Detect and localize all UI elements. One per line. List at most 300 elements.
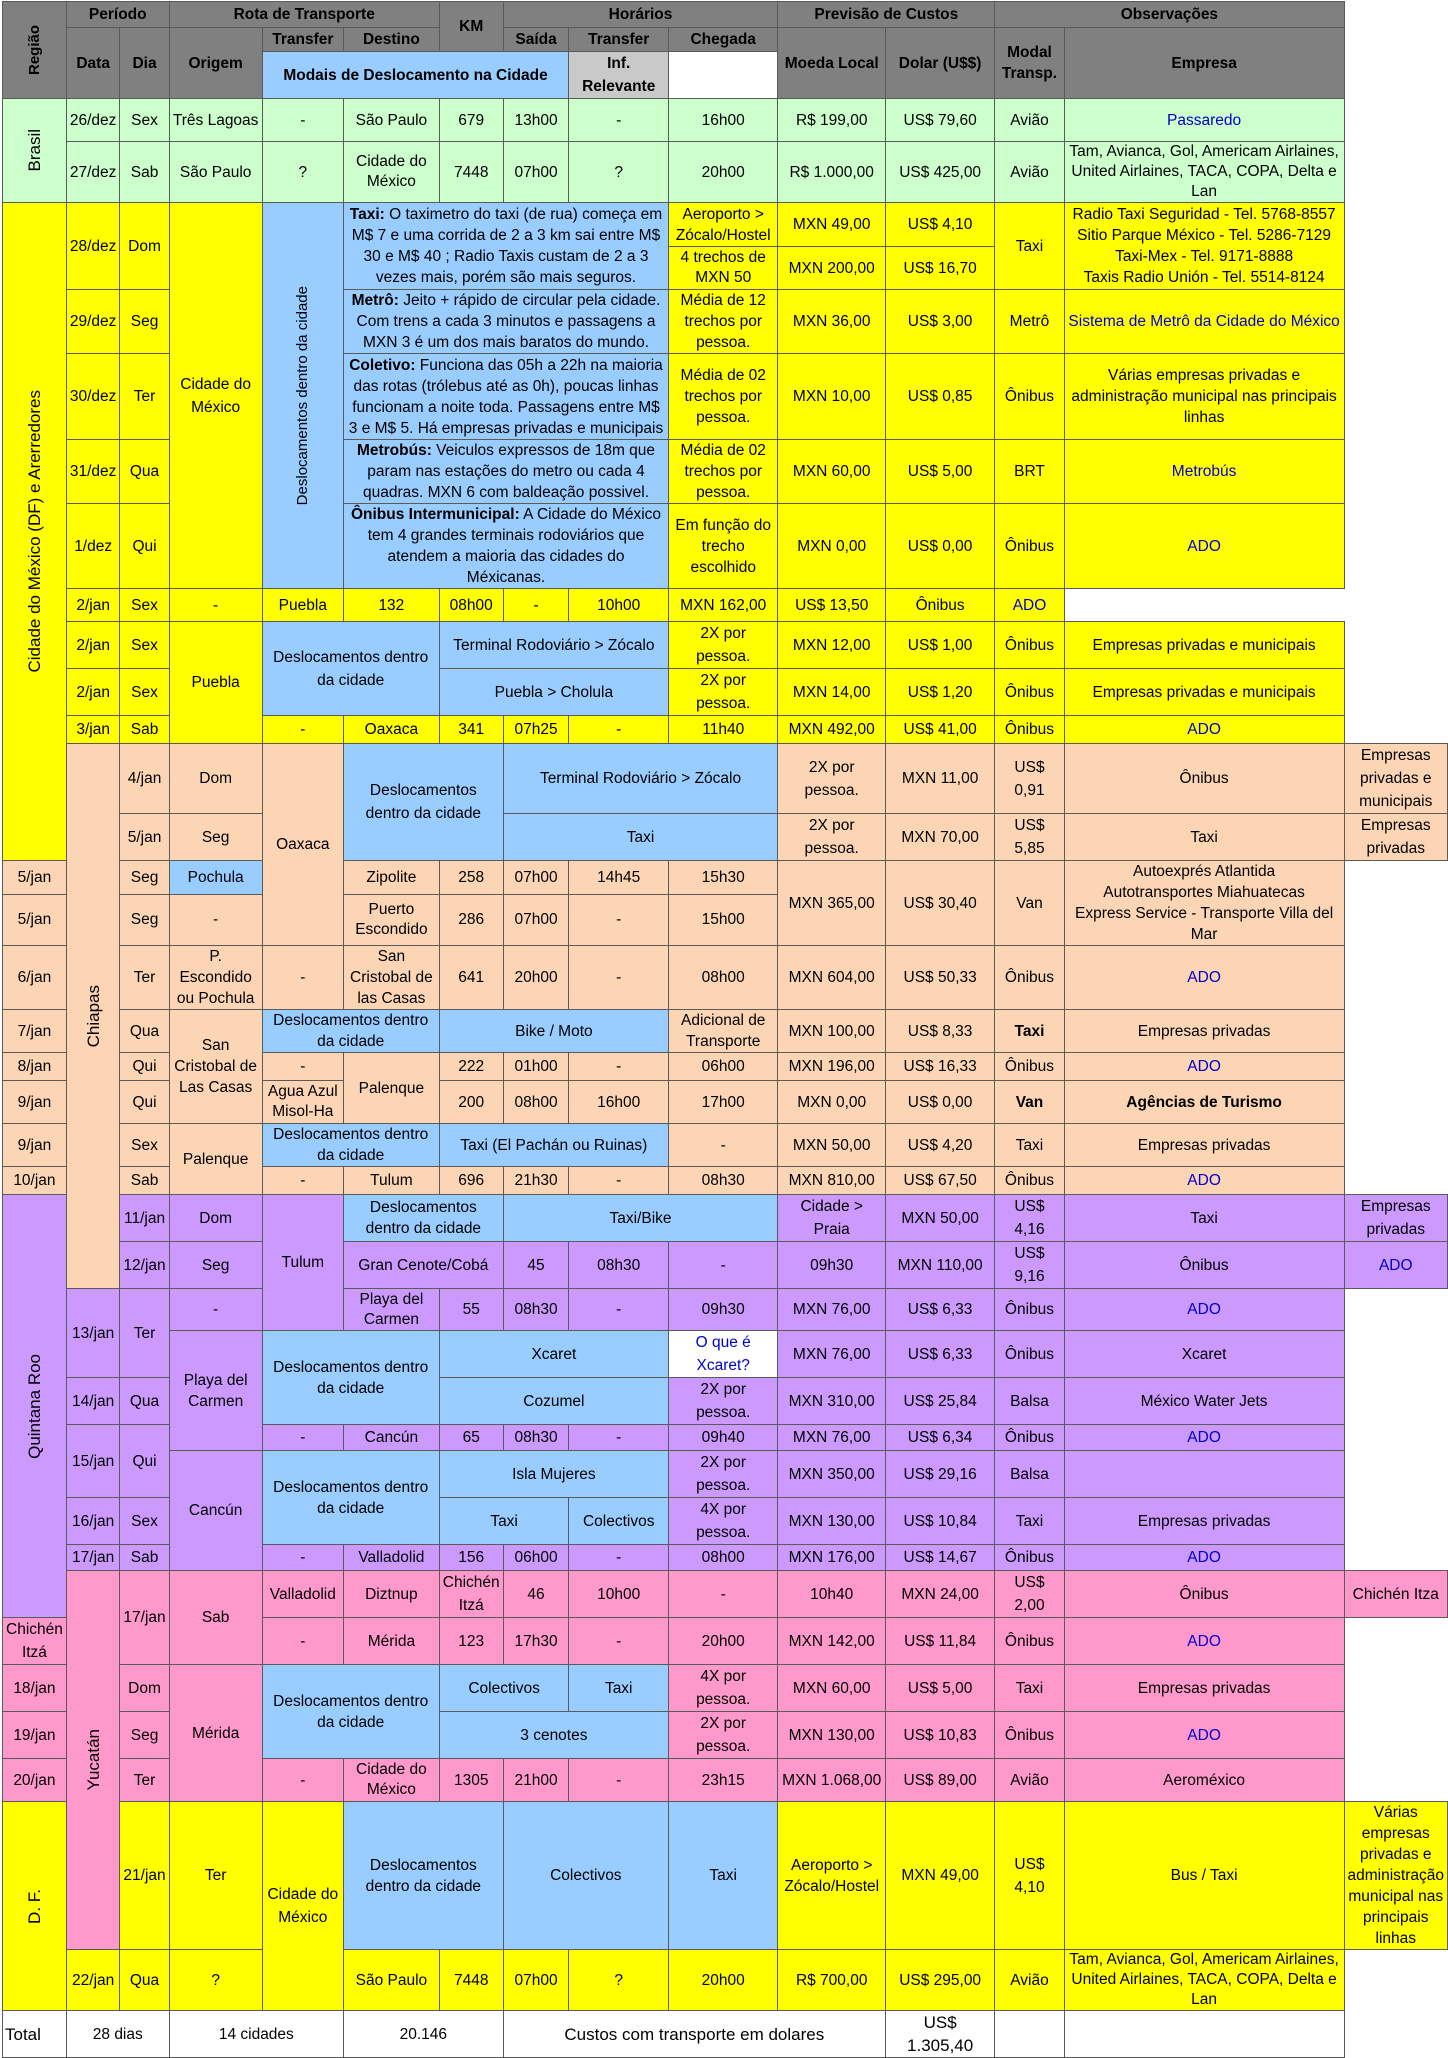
usd-cost-cell: US$ 0,00 [885, 504, 994, 589]
destination-cell: Playa del Carmen [344, 1289, 440, 1331]
header-periodo: Período [66, 2, 169, 28]
local-cost-cell: MXN 176,00 [778, 1545, 886, 1571]
km-cell: 341 [439, 716, 503, 744]
company-cell: Empresas privadas e municipais [1344, 744, 1448, 814]
day-cell: Qua [120, 1010, 169, 1053]
city-transport-label: Deslocamentos dentro da cidade [262, 1331, 439, 1425]
usd-cost-cell: US$ 8,33 [885, 1010, 994, 1053]
header-transfer: Transfer [262, 28, 343, 52]
local-cost-cell: MXN 0,00 [778, 1081, 886, 1124]
route-cell: Colectivos [569, 1498, 669, 1545]
usd-cost-cell: US$ 5,00 [885, 1665, 994, 1712]
company-link[interactable]: ADO [1064, 1167, 1344, 1195]
company-cell: Radio Taxi Seguridad - Tel. 5768-8557 Sitio Parque México - Tel. 5286-7129 Taxi-Mex - Tel. 9171-8888 Taxis Radio Unión - Tel. 5514-8124 [1064, 203, 1344, 290]
transfer-cell: - [262, 1167, 343, 1195]
date-cell: 28/dez [66, 203, 120, 290]
date-cell: 2/jan [66, 669, 120, 716]
modal-cell: Taxi [1064, 1195, 1344, 1242]
transfer-cell: - [262, 99, 343, 142]
modal-cell: Ônibus [995, 1167, 1064, 1195]
departure-cell: 08h00 [439, 589, 503, 622]
transfer-cell: ? [262, 142, 343, 203]
company-cell: Empresas privadas [1344, 1195, 1448, 1242]
km-cell: 641 [439, 946, 503, 1010]
local-cost-cell: MXN 604,00 [778, 946, 886, 1010]
km-cell: 679 [439, 99, 503, 142]
modal-cell: Taxi [995, 1665, 1064, 1712]
date-cell: 19/jan [3, 1712, 67, 1759]
day-cell: Dom [169, 744, 262, 814]
modal-cell: Avião [995, 1950, 1064, 2011]
km-cell: 222 [439, 1053, 503, 1081]
date-cell: 30/dez [66, 354, 120, 440]
relevant-info-cell: 4X por pessoa. [669, 1498, 778, 1545]
local-cost-cell: MXN 76,00 [778, 1289, 886, 1331]
date-cell: 31/dez [66, 440, 120, 504]
origin-cell: Tulum [262, 1195, 343, 1331]
modal-cell: Ônibus [995, 622, 1064, 669]
transfer-cell: - [262, 946, 343, 1010]
origin-cell: Valladolid [262, 1571, 343, 1618]
header-dolar: Dolar (U$$) [885, 28, 994, 99]
destination-cell: Chichén Itzá [439, 1571, 503, 1618]
date-cell: 3/jan [66, 716, 120, 744]
company-link[interactable]: ADO [1064, 946, 1344, 1010]
relevant-info-cell: 2X por pessoa. [778, 814, 886, 861]
company-cell: México Water Jets [1064, 1378, 1344, 1425]
total-km: 20.146 [344, 2011, 504, 2058]
header-regiao: Região [3, 2, 67, 99]
usd-cost-cell: US$ 67,50 [885, 1167, 994, 1195]
usd-cost-cell: US$ 16,70 [885, 247, 994, 290]
transfer-cell: Gran Cenote/Cobá [344, 1242, 504, 1289]
route-cell: Taxi [439, 1498, 569, 1545]
usd-cost-cell: US$ 4,16 [995, 1195, 1064, 1242]
departure-cell: 07h00 [503, 142, 569, 203]
departure-cell: 21h00 [503, 1759, 569, 1802]
origin-cell: Cidade do México [169, 203, 262, 589]
transfer-cell: - [169, 1289, 262, 1331]
day-cell: Qui [120, 1053, 169, 1081]
local-cost-cell: MXN 100,00 [778, 1010, 886, 1053]
arrival-cell: 20h00 [669, 1950, 778, 2011]
origin-cell: Puebla [169, 622, 262, 744]
date-cell: 2/jan [66, 589, 120, 622]
day-cell: Sex [120, 1124, 169, 1167]
modal-cell: Taxi [1064, 814, 1344, 861]
local-cost-cell: MXN 310,00 [778, 1378, 886, 1425]
region-df-return: D. F. [3, 1802, 67, 2011]
transfer-cell: Agua Azul Misol-Ha [262, 1081, 343, 1124]
modal-cell: Taxi [995, 1010, 1064, 1053]
total-empty-company [1064, 2011, 1344, 2058]
origin-cell: São Paulo [169, 142, 262, 203]
departure-cell: 08h30 [569, 1242, 669, 1289]
day-cell: Sex [120, 99, 169, 142]
origin-cell: Três Lagoas [169, 99, 262, 142]
relevant-info-cell: 2X por pessoa. [669, 1451, 778, 1498]
departure-cell: 08h00 [503, 1081, 569, 1124]
local-cost-cell: MXN 200,00 [778, 247, 886, 290]
transfer-time-cell: - [669, 1242, 778, 1289]
header-modal: Modal Transp. [995, 28, 1064, 99]
region-df: Cidade do México (DF) e Arerredores [3, 203, 67, 861]
day-cell: Sex [120, 669, 169, 716]
company-cell: Aeroméxico [1064, 1759, 1344, 1802]
route-cell: Xcaret [439, 1331, 668, 1378]
modal-cell: Ônibus [995, 1289, 1064, 1331]
transfer-time-cell: 16h00 [569, 1081, 669, 1124]
date-cell: 7/jan [3, 1010, 67, 1053]
city-transport-label: Deslocamentos dentro da cidade [262, 203, 343, 589]
usd-cost-cell: US$ 9,16 [995, 1242, 1064, 1289]
day-cell: Qui [120, 1425, 169, 1498]
modal-cell: Ônibus [995, 1331, 1064, 1378]
city-transport-label: Deslocamentos dentro da cidade [262, 1451, 439, 1545]
header-rota: Rota de Transporte [169, 2, 439, 28]
date-cell: 6/jan [3, 946, 67, 1010]
company-link[interactable]: ADO [1064, 1618, 1344, 1665]
region-brasil: Brasil [3, 99, 67, 203]
departure-cell: 20h00 [503, 946, 569, 1010]
day-cell: Seg [120, 1712, 169, 1759]
modal-cell: Metrô [995, 290, 1064, 354]
usd-cost-cell: US$ 13,50 [778, 589, 886, 622]
total-description: Custos com transporte em dolares [503, 2011, 885, 2058]
usd-cost-cell: US$ 4,20 [885, 1124, 994, 1167]
origin-cell: Palenque [169, 1124, 262, 1195]
day-cell: Seg [120, 861, 169, 895]
destination-cell: São Paulo [344, 99, 440, 142]
km-cell: 286 [439, 894, 503, 945]
km-cell: 65 [439, 1425, 503, 1451]
day-cell: Ter [120, 1289, 169, 1378]
route-cell: Taxi (El Pachán ou Ruinas) [439, 1124, 668, 1167]
modal-cell: Van [995, 1081, 1064, 1124]
usd-cost-cell: US$ 6,33 [885, 1289, 994, 1331]
destination-cell: Oaxaca [344, 716, 440, 744]
intermunicipal-info: Ônibus Intermunicipal: A Cidade do México tem 4 grandes terminais rodoviários que atendem a maioria das cidades do Méxicanas. [344, 504, 669, 589]
total-label: Total [3, 2011, 67, 2058]
coletivo-info: Coletivo: Funciona das 05h a 22h na maioria das rotas (trólebus até as 0h), poucas linhas funcionam a noite toda. Passagens entre M$ 3 e M$ 5. Há empresas privadas e municipais [344, 354, 669, 440]
day-cell: Sab [120, 1545, 169, 1571]
destination-cell: Puebla [262, 589, 343, 622]
km-cell: 1305 [439, 1759, 503, 1802]
local-cost-cell: MXN 24,00 [885, 1571, 994, 1618]
day-cell: Dom [120, 203, 169, 290]
day-cell: Sab [169, 1571, 262, 1665]
arrival-cell: 11h40 [669, 716, 778, 744]
transfer-cell: - [262, 1545, 343, 1571]
day-cell: Sab [120, 1167, 169, 1195]
usd-cost-cell: US$ 4,10 [885, 203, 994, 247]
departure-cell: 07h25 [503, 716, 569, 744]
transfer-time-cell: ? [569, 1950, 669, 2011]
relevant-info-cell: Média de 02 trechos por pessoa. [669, 354, 778, 440]
relevant-info-cell: 2X por pessoa. [669, 1378, 778, 1425]
xcaret-link[interactable]: O que é Xcaret? [669, 1331, 778, 1378]
route-cell: Puebla > Cholula [439, 669, 668, 716]
destination-cell: Puerto Escondido [344, 894, 440, 945]
header-inf-relevante: Inf. Relevante [569, 52, 669, 99]
day-cell: Ter [120, 354, 169, 440]
km-cell: 156 [439, 1545, 503, 1571]
local-cost-cell: MXN 142,00 [778, 1618, 886, 1665]
modal-cell: BRT [995, 440, 1064, 504]
total-days: 28 dias [66, 2011, 169, 2058]
day-cell: Seg [169, 1242, 262, 1289]
local-cost-cell: MXN 49,00 [885, 1802, 994, 1950]
arrival-cell: 08h00 [669, 946, 778, 1010]
transfer-time-cell: - [569, 946, 669, 1010]
km-cell: 132 [344, 589, 440, 622]
date-cell: 21/jan [120, 1802, 169, 1950]
day-cell: Sex [120, 1498, 169, 1545]
transfer-time-cell: - [569, 1545, 669, 1571]
company-cell: Empresas privadas [1064, 1010, 1344, 1053]
km-cell: 258 [439, 861, 503, 895]
company-link[interactable]: Passaredo [1064, 99, 1344, 142]
local-cost-cell: MXN 76,00 [778, 1331, 886, 1378]
departure-cell: 07h00 [503, 894, 569, 945]
relevant-info-cell: 4 trechos de MXN 50 [669, 247, 778, 290]
transfer-time-cell: - [569, 1425, 669, 1451]
region-yucatan: Yucatán [66, 1571, 120, 1950]
usd-cost-cell: US$ 6,33 [885, 1331, 994, 1378]
transfer-time-cell: 14h45 [569, 861, 669, 895]
company-cell: Xcaret [1064, 1331, 1344, 1378]
company-link[interactable]: Metrobús [1064, 440, 1344, 504]
origin-cell: Cidade do México [262, 1802, 343, 2011]
arrival-cell: 10h00 [569, 589, 669, 622]
transfer-cell: - [169, 894, 262, 945]
usd-cost-cell: US$ 41,00 [885, 716, 994, 744]
header-horarios: Horários [503, 2, 778, 28]
transfer-time-cell: - [569, 1289, 669, 1331]
date-cell: 4/jan [120, 744, 169, 814]
usd-cost-cell: US$ 0,91 [995, 744, 1064, 814]
km-cell: 45 [503, 1242, 569, 1289]
modal-cell: Ônibus [995, 1425, 1064, 1451]
company-link[interactable]: ADO [1344, 1242, 1448, 1289]
modal-cell: Ônibus [1064, 744, 1344, 814]
relevant-info-cell: - [669, 1124, 778, 1167]
destination-cell: Tulum [344, 1167, 440, 1195]
destination-cell: Zipolite [344, 861, 440, 895]
local-cost-cell: MXN 130,00 [778, 1712, 886, 1759]
local-cost-cell: MXN 76,00 [778, 1425, 886, 1451]
transfer-cell: - [169, 589, 262, 622]
origin-cell: Oaxaca [262, 744, 343, 946]
km-cell: 46 [503, 1571, 569, 1618]
route-cell: Colectivos [503, 1802, 668, 1950]
date-cell: 16/jan [66, 1498, 120, 1545]
metrobus-info: Metrobús: Veiculos expressos de 18m que param nas estações do metro ou cada 4 quadras. MXN 6 com baldeação possivel. [344, 440, 669, 504]
local-cost-cell: MXN 365,00 [778, 861, 886, 946]
company-cell: Empresas privadas [1344, 814, 1448, 861]
origin-cell: P. Escondido ou Pochula [169, 946, 262, 1010]
local-cost-cell: MXN 130,00 [778, 1498, 886, 1545]
modal-cell: Bus / Taxi [1064, 1802, 1344, 1950]
arrival-cell: 06h00 [669, 1053, 778, 1081]
arrival-cell: 23h15 [669, 1759, 778, 1802]
transfer-cell: Pochula [169, 861, 262, 895]
company-cell: Autoexprés Atlantida Autotransportes Miahuatecas Express Service - Transporte Villa del Mar [1064, 861, 1344, 946]
date-cell: 22/jan [66, 1950, 120, 2011]
usd-cost-cell: US$ 25,84 [885, 1378, 994, 1425]
departure-cell: 07h00 [503, 861, 569, 895]
relevant-info-cell: 2X por pessoa. [669, 1712, 778, 1759]
day-cell: Ter [169, 1802, 262, 1950]
usd-cost-cell: US$ 50,33 [885, 946, 994, 1010]
company-link[interactable]: ADO [1064, 504, 1344, 589]
usd-cost-cell: US$ 29,16 [885, 1451, 994, 1498]
day-cell: Ter [120, 946, 169, 1010]
date-cell: 29/dez [66, 290, 120, 354]
local-cost-cell: MXN 196,00 [778, 1053, 886, 1081]
date-cell: 2/jan [66, 622, 120, 669]
departure-cell: 07h00 [503, 1950, 569, 2011]
header-chegada: Chegada [669, 28, 778, 52]
header-modais: Modais de Deslocamento na Cidade [262, 52, 569, 99]
modal-cell: Ônibus [995, 1545, 1064, 1571]
company-link[interactable]: Sistema de Metrô da Cidade do México [1064, 290, 1344, 354]
header-empresa: Empresa [1064, 28, 1344, 99]
date-cell: 17/jan [120, 1571, 169, 1665]
modal-cell: Taxi [995, 1498, 1064, 1545]
local-cost-cell: MXN 0,00 [778, 504, 886, 589]
relevant-info-cell: Média de 02 trechos por pessoa. [669, 440, 778, 504]
arrival-cell: 20h00 [669, 1618, 778, 1665]
date-cell: 1/dez [66, 504, 120, 589]
transfer-cell: - [262, 716, 343, 744]
total-usd: US$ 1.305,40 [885, 2011, 994, 2058]
modal-cell: Ônibus [995, 504, 1064, 589]
local-cost-cell: MXN 70,00 [885, 814, 994, 861]
usd-cost-cell: US$ 11,84 [885, 1618, 994, 1665]
destination-cell: Cidade do México [344, 142, 440, 203]
route-cell: Cozumel [439, 1378, 668, 1425]
local-cost-cell: MXN 810,00 [778, 1167, 886, 1195]
modal-cell: Avião [995, 99, 1064, 142]
transfer-time-cell: - [569, 1053, 669, 1081]
day-cell: Qua [120, 1378, 169, 1425]
departure-cell: 17h30 [503, 1618, 569, 1665]
transfer-time-cell: - [569, 1618, 669, 1665]
local-cost-cell: MXN 12,00 [778, 622, 886, 669]
departure-cell: 10h00 [569, 1571, 669, 1618]
local-cost-cell: R$ 199,00 [778, 99, 886, 142]
day-cell: Sex [120, 622, 169, 669]
departure-cell: 01h00 [503, 1053, 569, 1081]
date-cell: 18/jan [3, 1665, 67, 1712]
company-link[interactable]: ADO [995, 589, 1064, 622]
transfer-time-cell: - [569, 1167, 669, 1195]
date-cell: 10/jan [3, 1167, 67, 1195]
usd-cost-cell: US$ 3,00 [885, 290, 994, 354]
local-cost-cell: R$ 1.000,00 [778, 142, 886, 203]
day-cell: Qua [120, 1950, 169, 2011]
local-cost-cell: MXN 60,00 [778, 440, 886, 504]
modal-cell: Ônibus [1064, 1571, 1344, 1618]
arrival-cell: 09h30 [778, 1242, 886, 1289]
km-cell: 55 [439, 1289, 503, 1331]
usd-cost-cell: US$ 89,00 [885, 1759, 994, 1802]
local-cost-cell: MXN 110,00 [885, 1242, 994, 1289]
usd-cost-cell: US$ 295,00 [885, 1950, 994, 2011]
route-cell: Bike / Moto [439, 1010, 668, 1053]
transfer-time-cell: - [569, 99, 669, 142]
relevant-info-cell: Cidade > Praia [778, 1195, 886, 1242]
local-cost-cell: MXN 492,00 [778, 716, 886, 744]
header-km: KM [439, 2, 503, 52]
company-cell: Empresas privadas [1064, 1498, 1344, 1545]
company-link[interactable]: ADO [1064, 716, 1344, 744]
km-cell: 696 [439, 1167, 503, 1195]
origin-cell: Cancún [169, 1451, 262, 1571]
date-cell: 27/dez [66, 142, 120, 203]
arrival-cell: 08h00 [669, 1545, 778, 1571]
local-cost-cell: MXN 36,00 [778, 290, 886, 354]
company-link[interactable]: ADO [1064, 1545, 1344, 1571]
destination-cell: Mérida [344, 1618, 440, 1665]
transport-table [2, 1, 1448, 2058]
city-transport-label: Deslocamentos dentro da cidade [344, 1802, 504, 1950]
transfer-time-cell: - [669, 1571, 778, 1618]
departure-cell: 21h30 [503, 1167, 569, 1195]
header-saida: Saída [503, 28, 569, 52]
relevant-info-cell: 2X por pessoa. [669, 669, 778, 716]
date-cell: 12/jan [120, 1242, 169, 1289]
header-observacoes: Observações [995, 2, 1344, 28]
day-cell: Qui [120, 504, 169, 589]
day-cell: Sex [120, 589, 169, 622]
company-link[interactable]: ADO [1064, 1425, 1344, 1451]
usd-cost-cell: US$ 1,20 [885, 669, 994, 716]
header-transfer-2: Transfer [569, 28, 669, 52]
date-cell: 20/jan [3, 1759, 67, 1802]
local-cost-cell: MXN 50,00 [778, 1124, 886, 1167]
modal-cell: Ônibus [995, 716, 1064, 744]
date-cell: 5/jan [120, 814, 169, 861]
date-cell: 14/jan [66, 1378, 120, 1425]
local-cost-cell: MXN 50,00 [885, 1195, 994, 1242]
date-cell: 15/jan [66, 1425, 120, 1498]
usd-cost-cell: US$ 10,84 [885, 1498, 994, 1545]
transfer-cell: Diztnup [344, 1571, 440, 1618]
relevant-info-cell: Adicional de Transporte [669, 1010, 778, 1053]
company-link[interactable]: ADO [1064, 1289, 1344, 1331]
company-link[interactable]: ADO [1064, 1053, 1344, 1081]
origin-cell: San Cristobal de Las Casas [169, 1010, 262, 1124]
company-link[interactable]: ADO [1064, 1712, 1344, 1759]
company-cell: Várias empresas privadas e administração municipal nas principais linhas [1344, 1802, 1448, 1950]
usd-cost-cell: US$ 1,00 [885, 622, 994, 669]
route-cell: Taxi [569, 1665, 669, 1712]
header-dia: Dia [120, 28, 169, 99]
local-cost-cell: MXN 350,00 [778, 1451, 886, 1498]
route-cell: 3 cenotes [439, 1712, 668, 1759]
route-cell: Colectivos [439, 1665, 569, 1712]
route-cell: Terminal Rodoviário > Zócalo [439, 622, 668, 669]
arrival-cell: 15h30 [669, 861, 778, 895]
region-quintana-roo: Quintana Roo [3, 1195, 67, 1618]
modal-cell: Ônibus [1064, 1242, 1344, 1289]
header-moeda-local: Moeda Local [778, 28, 886, 99]
transfer-cell: - [262, 1759, 343, 1802]
km-cell: 7448 [439, 1950, 503, 2011]
destination-cell: Palenque [344, 1053, 440, 1124]
